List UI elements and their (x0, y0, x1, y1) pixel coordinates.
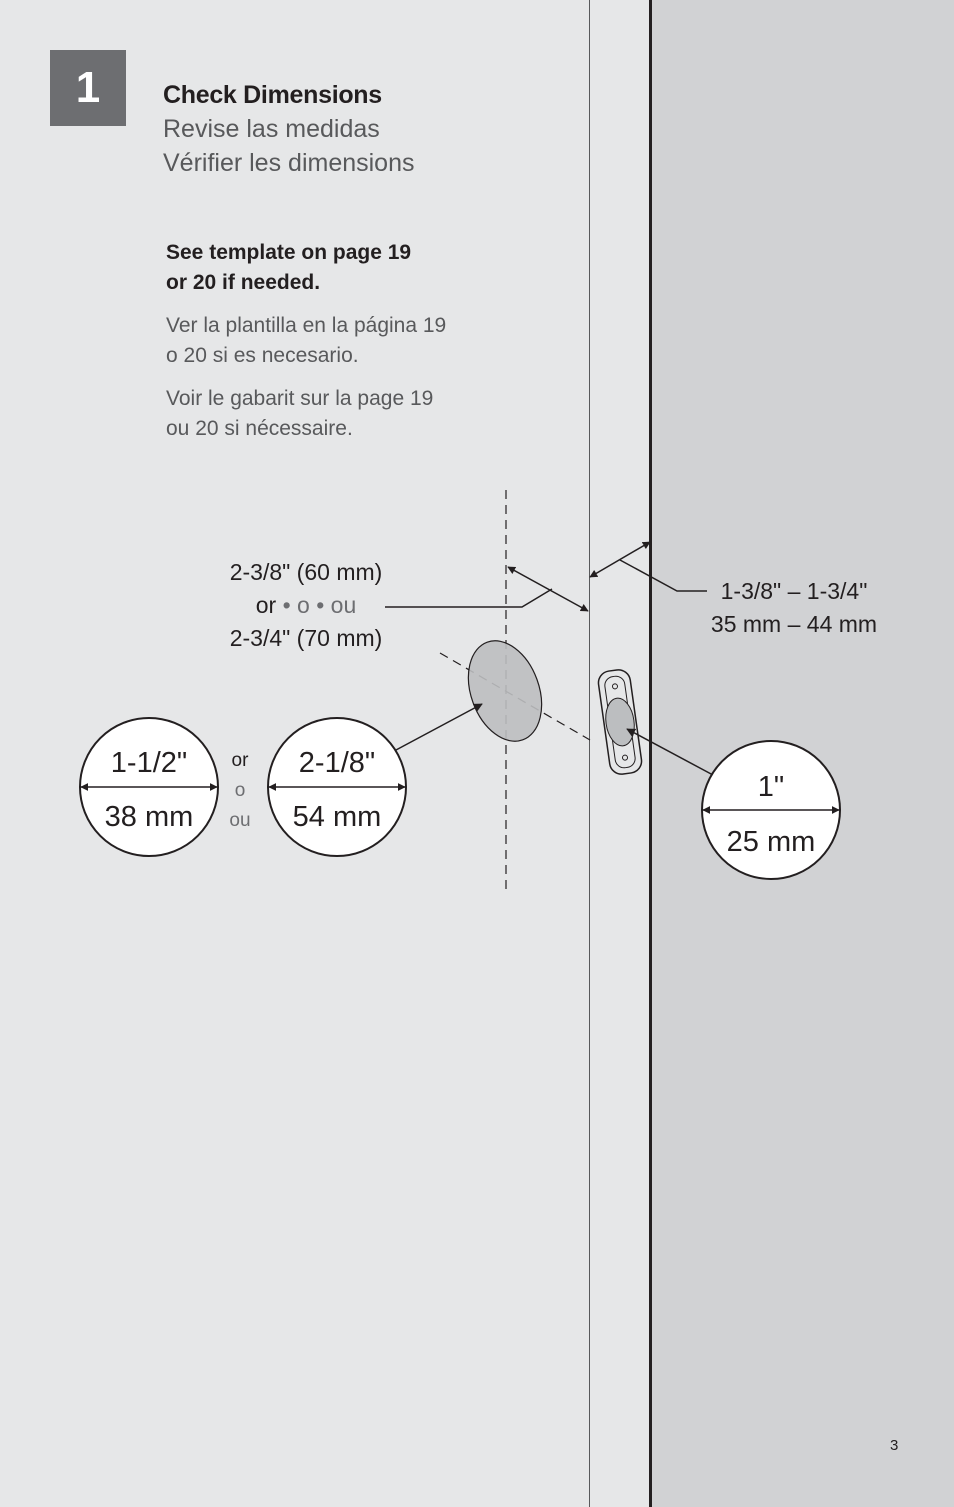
bore-small-inch: 1-1/2" (110, 747, 188, 779)
step-number: 1 (75, 63, 101, 112)
backset-label-line3: 2-3/4" (70 mm) (229, 625, 383, 651)
backset-or-es: o (297, 592, 310, 618)
bore-leader-line (396, 704, 482, 750)
bore-separator-fr: ou (229, 810, 251, 831)
bore-large-inch: 2-1/8" (298, 747, 376, 779)
backset-label-line1: 2-3/8" (60 mm) (229, 559, 383, 585)
bore-separator-es: o (234, 780, 246, 801)
note-en-line1: See template on page 19 (166, 241, 412, 264)
cross-bore-hole (455, 631, 554, 752)
backset-leader-line (385, 589, 552, 607)
title-spanish: Revise las medidas (163, 115, 380, 143)
backset-dimension-arrow (508, 567, 588, 611)
note-es-line2: o 20 si es necesario. (166, 344, 359, 367)
door-thickness-line2: 35 mm – 44 mm (710, 611, 878, 637)
note-es-line1: Ver la plantilla en la página 19 (166, 314, 447, 337)
title-french: Vérifier les dimensions (163, 149, 415, 177)
bore-separator-en: or (231, 750, 249, 771)
door-thickness-leader (620, 560, 707, 591)
backset-or-en: or (255, 592, 277, 618)
note-fr-line2: ou 20 si nécessaire. (166, 417, 353, 440)
note-fr-line1: Voir le gabarit sur la page 19 (166, 387, 434, 410)
edge-bore-mm: 25 mm (726, 826, 816, 858)
bore-large-mm: 54 mm (292, 801, 382, 833)
page-number: 3 (890, 1437, 899, 1454)
bore-small-mm: 38 mm (104, 801, 194, 833)
latch-faceplate (597, 668, 643, 775)
note-en-line2: or 20 if needed. (166, 271, 321, 294)
backset-label-or: or • o • ou (255, 592, 357, 618)
edge-bore-inch: 1" (757, 771, 785, 803)
title-english: Check Dimensions (163, 81, 382, 109)
door-thickness-line1: 1-3/8" – 1-3/4" (720, 578, 868, 604)
backset-or-fr: ou (330, 592, 357, 618)
